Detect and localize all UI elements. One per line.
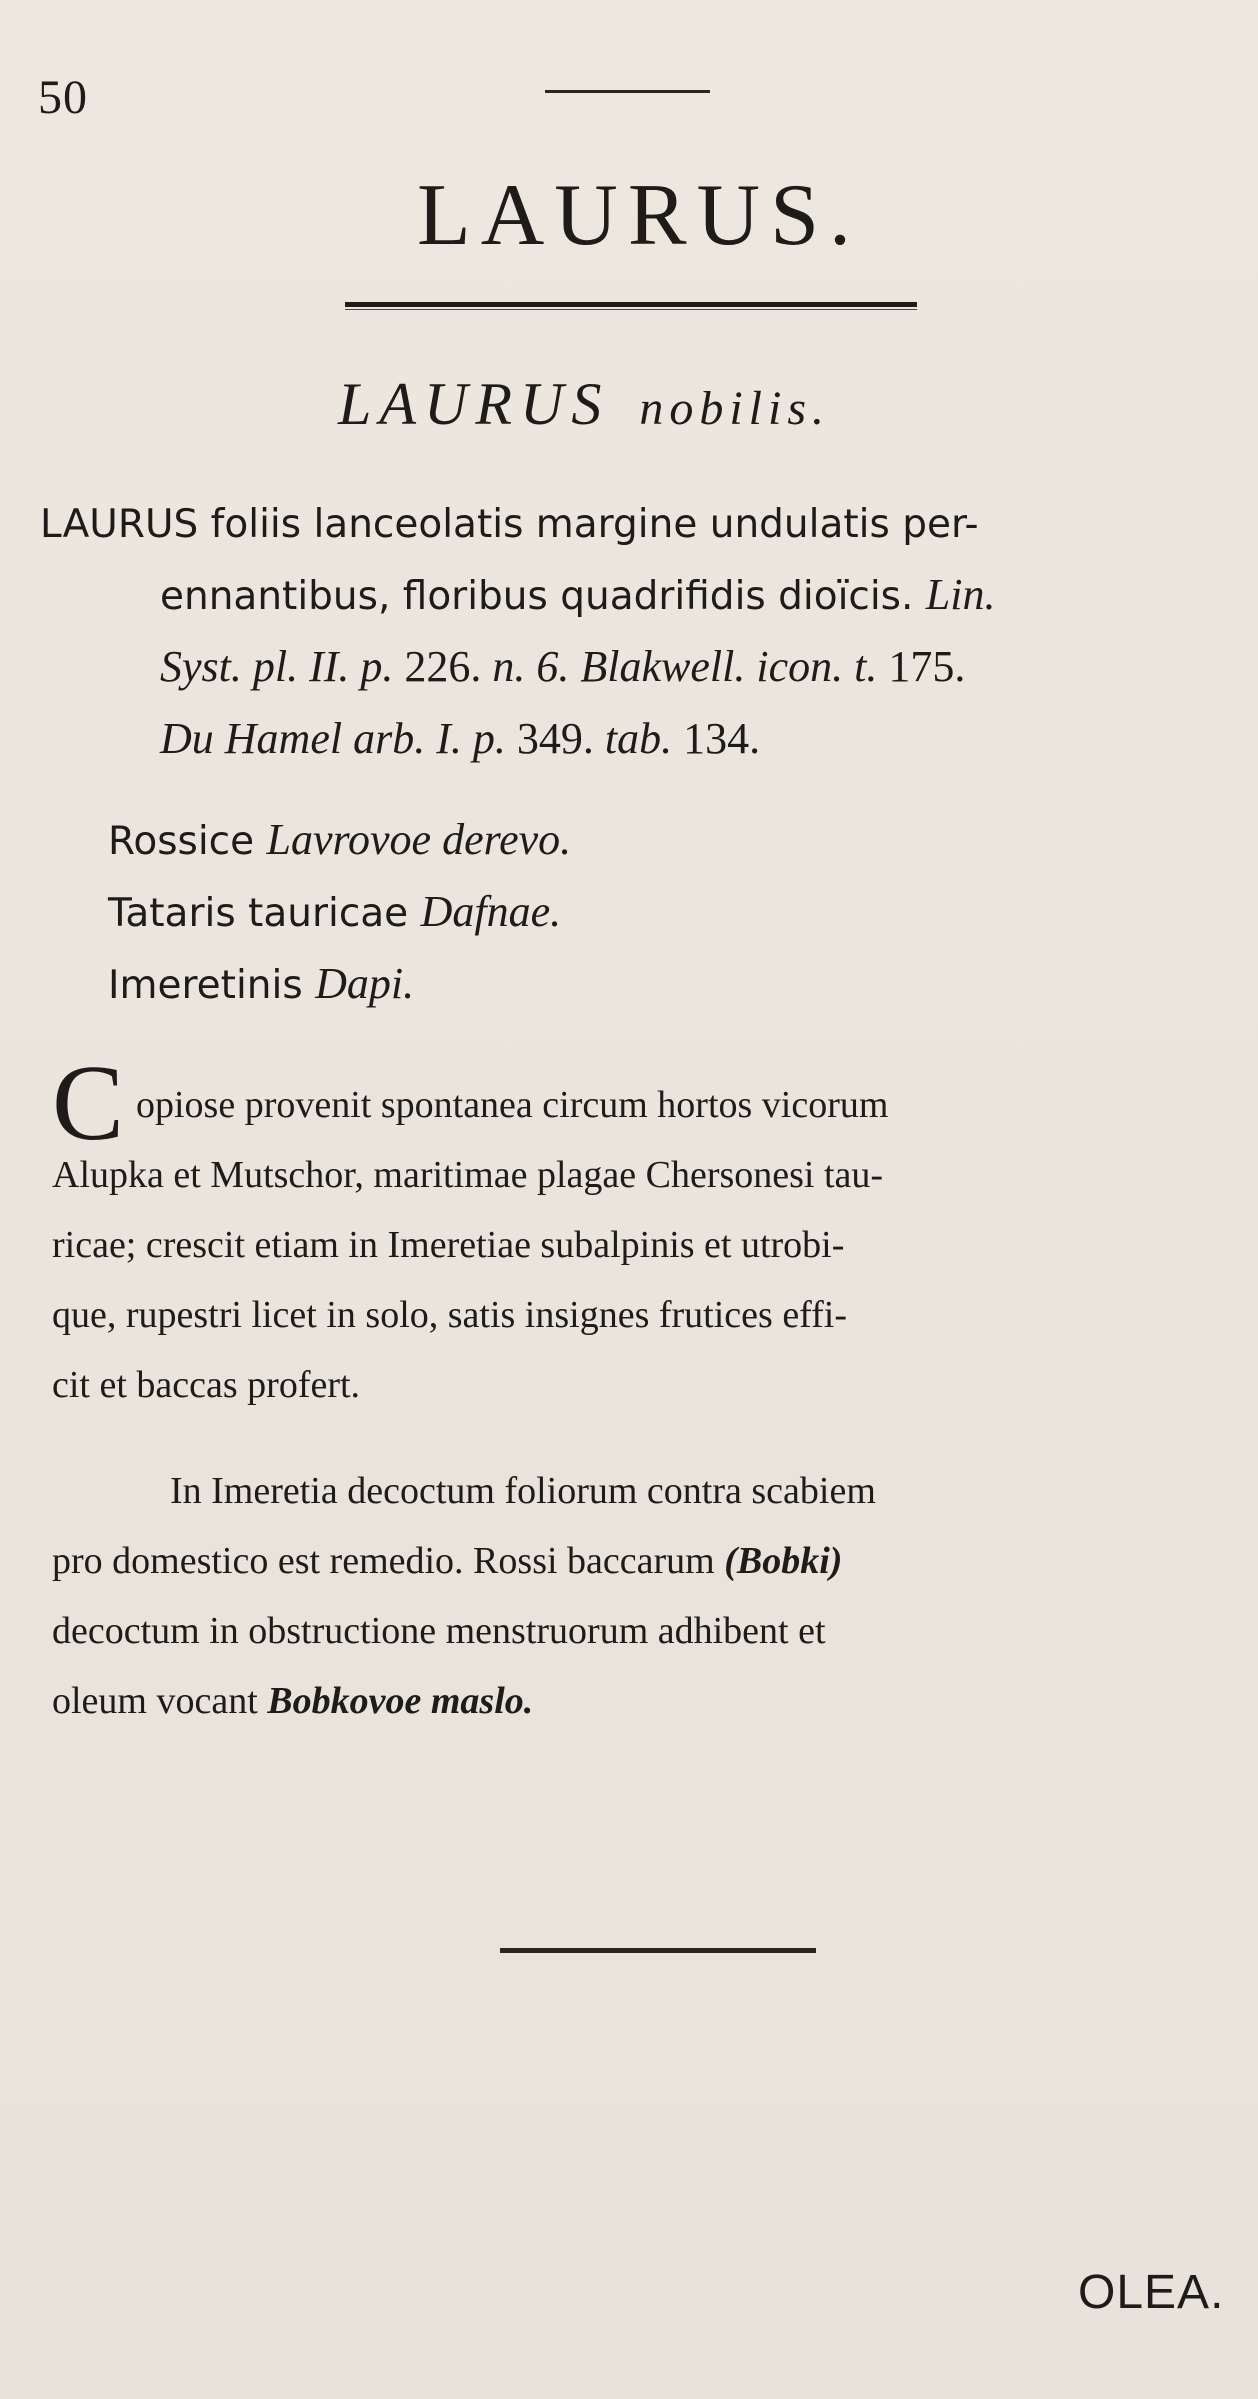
paragraph-text: opiose provenit spontanea circum hortos vicorum xyxy=(136,1084,889,1126)
vernacular-name: Dapi. xyxy=(315,959,415,1008)
page-number: 50 xyxy=(38,71,88,124)
diagnosis-line xyxy=(40,632,1235,704)
citation-number: 226. xyxy=(404,642,493,691)
vernacular-prefix: Tataris tauricae xyxy=(108,891,421,936)
paragraph-line: cit et baccas profert. xyxy=(52,1364,361,1406)
diagnosis-line xyxy=(40,560,1235,632)
diagnosis xyxy=(40,490,1235,776)
species-title xyxy=(0,370,1258,439)
citation-number: 134. xyxy=(683,714,761,763)
vernacular-prefix: Imeretinis xyxy=(108,963,316,1008)
paragraph-line: que, rupestri licet in solo, satis insignes frutices effi- xyxy=(52,1294,848,1336)
paragraph-line xyxy=(52,1044,1232,1163)
italic-term: Bobkovoe maslo. xyxy=(267,1680,534,1722)
catchword: OLEA. xyxy=(1078,2266,1225,2319)
paragraph-line: decoctum in obstructione menstruorum adhibent et xyxy=(52,1610,826,1652)
genus-heading: LAURUS. xyxy=(416,167,862,264)
diagnosis-text: ennantibus, floribus quadrifidis dioïcis. xyxy=(160,574,926,619)
citation: n. 6. Blakwell. icon. t. xyxy=(492,642,889,691)
paragraph-line: Alupka et Mutschor, maritimae plagae Chersonesi tau- xyxy=(52,1154,884,1196)
vernacular-names xyxy=(108,805,1208,1021)
top-rule xyxy=(545,90,710,93)
citation: Lin. xyxy=(925,570,996,619)
diagnosis-line xyxy=(40,490,1235,560)
diagnosis-text: LAURUS foliis lanceolatis margine undulatis per- xyxy=(40,502,979,547)
paragraph-line: In Imeretia decoctum foliorum contra scabiem xyxy=(170,1470,876,1512)
vernacular-name: Dafnae. xyxy=(420,887,562,936)
paragraph-text: pro domestico est remedio. Rossi baccarum xyxy=(52,1540,725,1582)
vernacular-line xyxy=(108,805,1208,877)
paragraph-habitat xyxy=(52,1044,1232,1420)
vernacular-prefix: Rossice xyxy=(108,819,267,864)
diagnosis-line xyxy=(40,704,1235,776)
paragraph-uses xyxy=(52,1456,1232,1736)
end-rule xyxy=(500,1948,816,1953)
citation-number: 349. xyxy=(516,714,605,763)
paragraph-line: ricae; crescit etiam in Imeretiae subalpinis et utrobi- xyxy=(52,1224,845,1266)
citation: tab. xyxy=(604,714,684,763)
drop-cap: C xyxy=(52,1044,125,1163)
species-genus: LAURUS xyxy=(337,371,610,437)
species-epithet: nobilis. xyxy=(639,382,831,435)
vernacular-line xyxy=(108,949,1208,1021)
vernacular-line xyxy=(108,877,1208,949)
vernacular-name: Lavrovoe derevo. xyxy=(266,815,572,864)
citation-number: 175. xyxy=(888,642,966,691)
paragraph-line xyxy=(52,1526,1232,1596)
citation: Du Hamel arb. I. p. xyxy=(160,714,517,763)
citation: Syst. pl. II. p. xyxy=(160,642,405,691)
italic-term: (Bobki) xyxy=(724,1540,843,1582)
paragraph-text: oleum vocant xyxy=(52,1680,268,1722)
paragraph-line xyxy=(52,1666,1232,1736)
body-text xyxy=(52,1044,1232,1736)
heading-rule xyxy=(345,302,917,307)
